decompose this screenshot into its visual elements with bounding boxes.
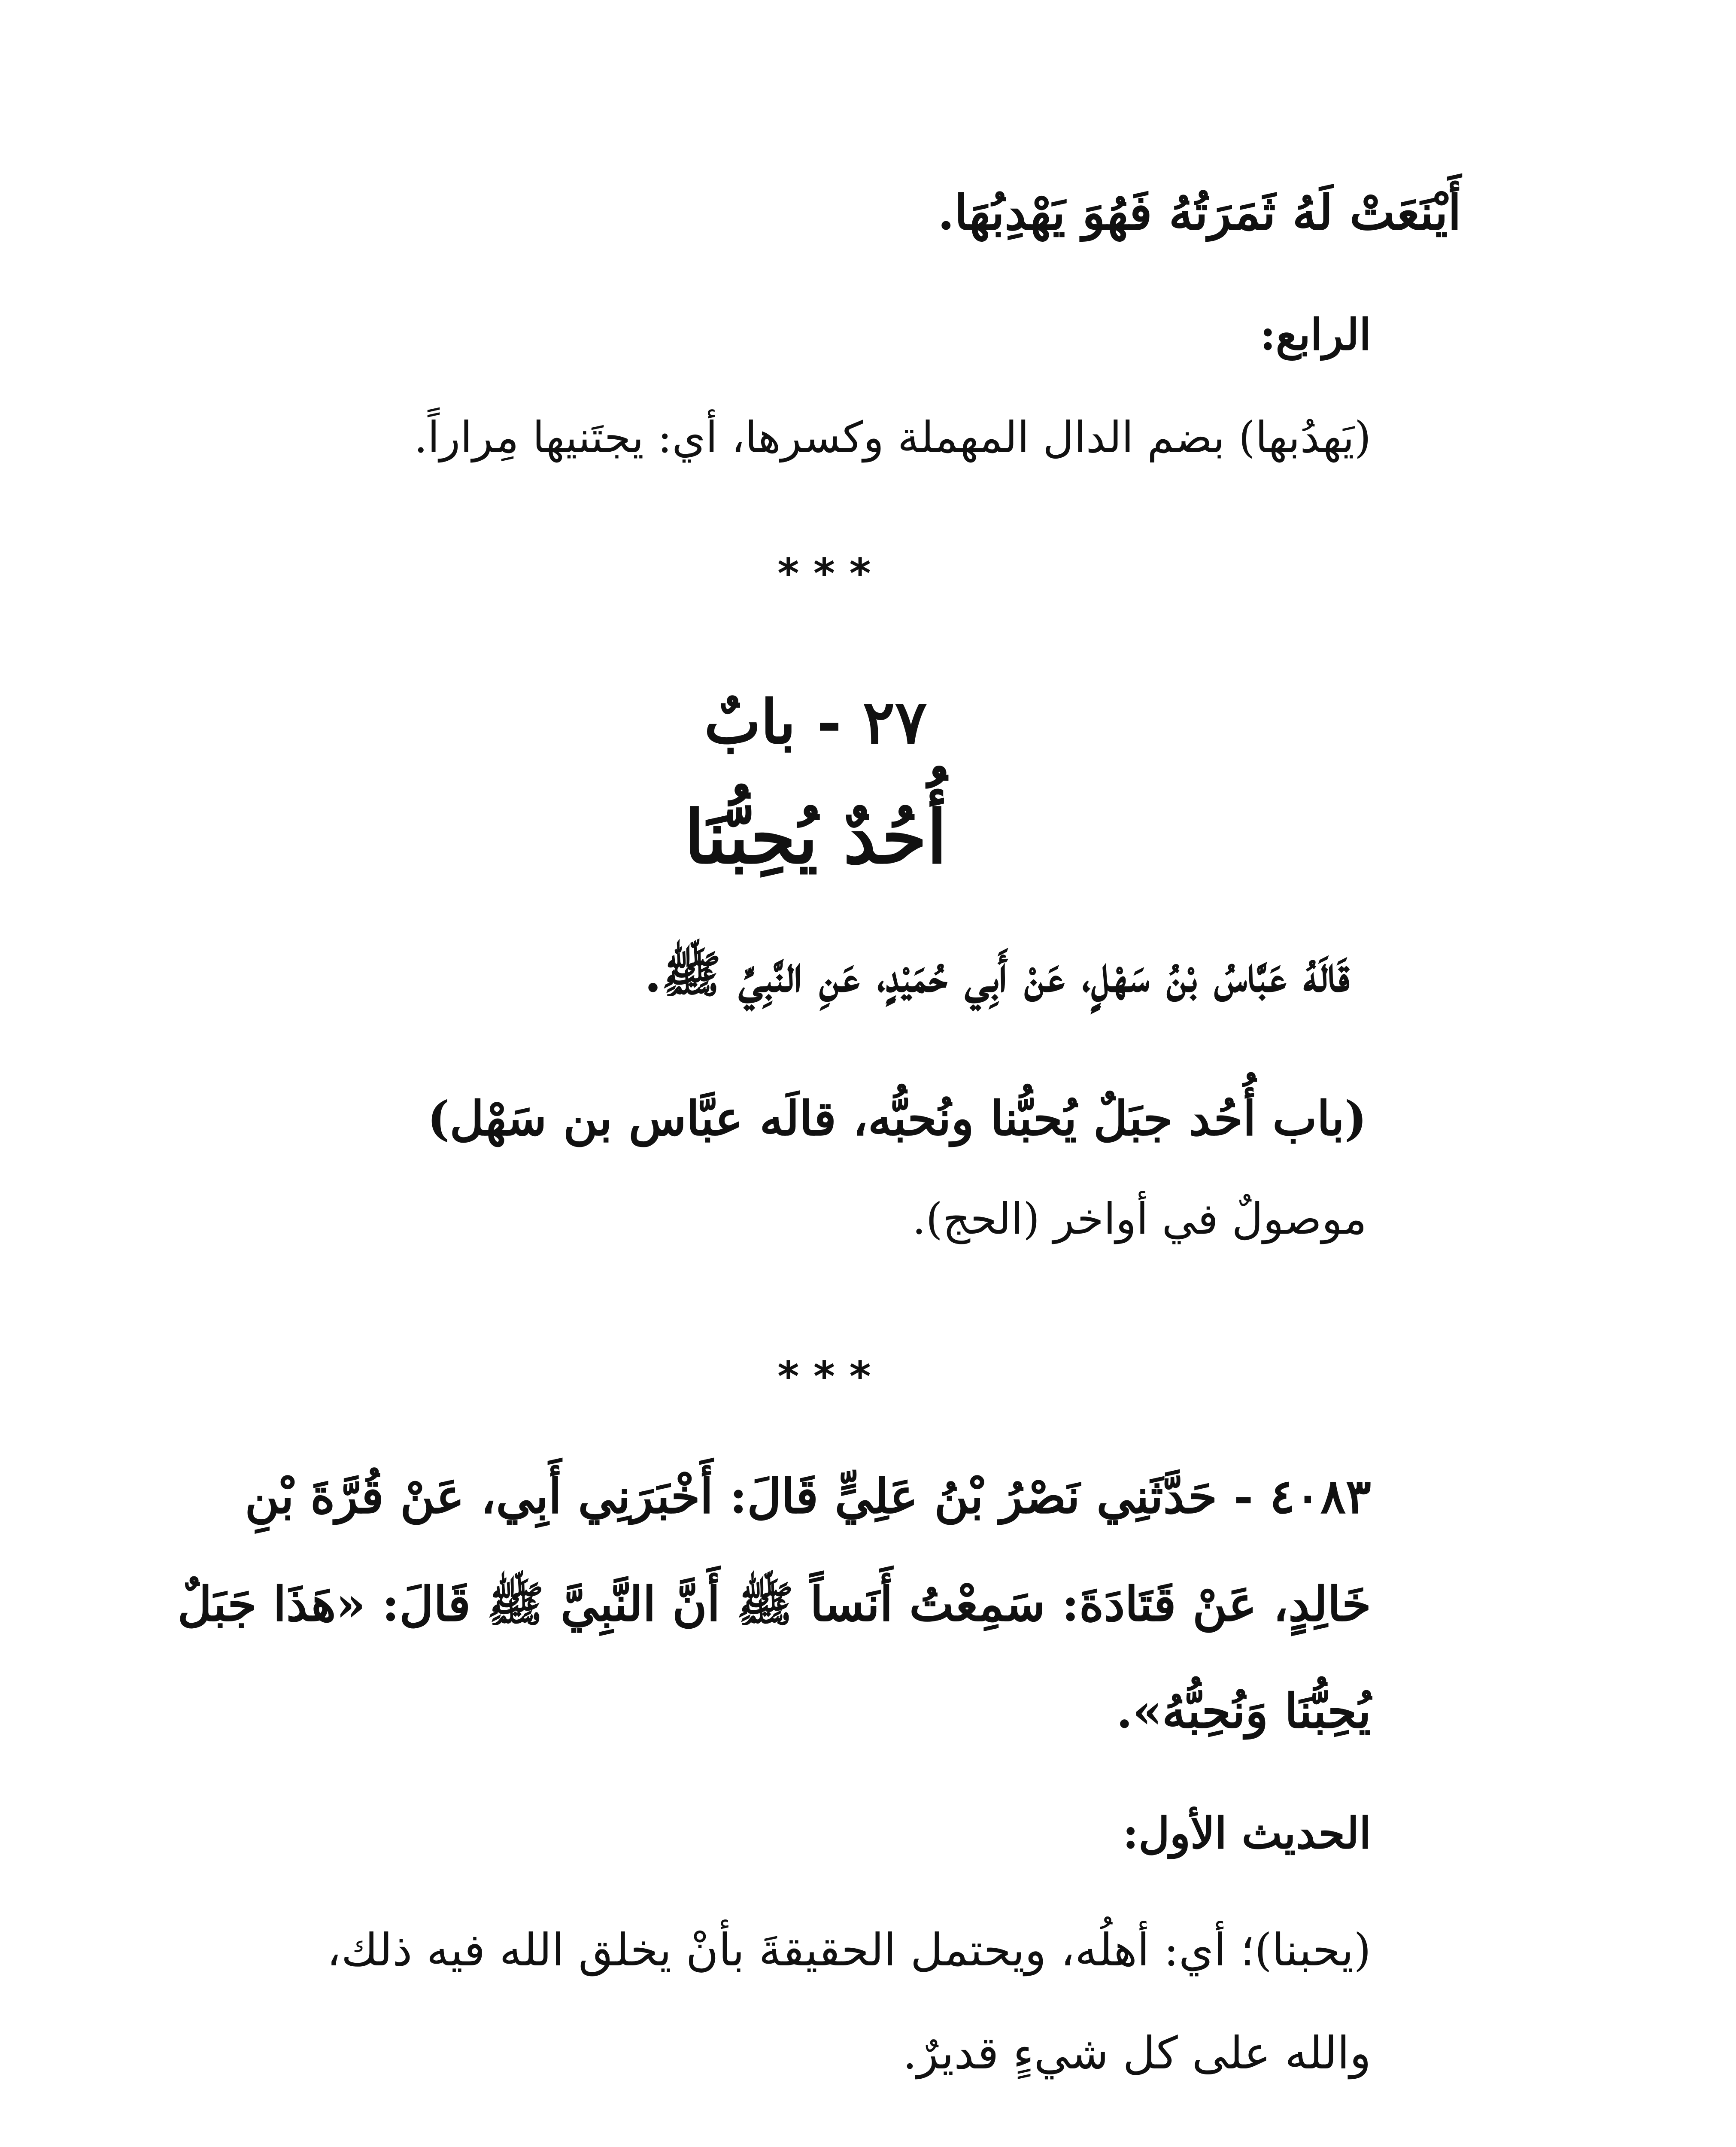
- first-hadith-line-2: والله على كل شيءٍ قديرٌ.: [902, 2027, 1371, 2079]
- chapter-title: أُحُدٌ يُحِبُّنَا: [684, 794, 947, 880]
- first-hadith-line-1: (يحبنا)؛ أي: أهلُه، ويحتمل الحقيقةَ بأنْ يخلق الله فيه ذلك،: [327, 1924, 1371, 1976]
- hadith-line-1: ٤٠٨٣ - حَدَّثَنِي نَصْرُ بْنُ عَلِيٍّ قَالَ: أَخْبَرَنِي أَبِي، عَنْ قُرَّةَ بْنِ: [245, 1469, 1371, 1524]
- commentary-title: (باب أُحُد جبَلٌ يُحبُّنا ونُحبُّه، قالَه عبَّاس بن سَهْل): [427, 1091, 1367, 1146]
- hadith-line-3: يُحِبُّنَا وَنُحِبُّهُ».: [1116, 1683, 1371, 1739]
- first-hadith-heading: الحديث الأول:: [1123, 1808, 1371, 1858]
- fourth-text: (يَهدُبها) بضم الدال المهملة وكسرها، أي: يجتَنيها مِراراً.: [414, 412, 1371, 462]
- fourth-heading: الرابع:: [1260, 309, 1371, 360]
- separator-1: * * *: [777, 550, 871, 598]
- chapter-number: ٢٧ - بابٌ: [704, 687, 927, 757]
- narration-line: قَالَهُ عَبَّاسُ بْنُ سَهْلٍ، عَنْ أَبِي حُمَيْدٍ، عَنِ النَّبِيِّ ﷺ.: [644, 946, 1350, 1004]
- opening-line: أَيْنَعَتْ لَهُ ثَمَرَتُهُ فَهُوَ يَهْدِبُهَا.: [938, 185, 1461, 241]
- hadith-line-2: خَالِدٍ، عَنْ قَتَادَةَ: سَمِعْتُ أَنَساً ﷺ أَنَّ النَّبِيَّ ﷺ قَالَ: «هَذَا جَبَلٌ: [177, 1576, 1371, 1632]
- commentary-text: موصولٌ في أواخر (الحج).: [912, 1194, 1367, 1244]
- separator-2: * * *: [777, 1353, 871, 1401]
